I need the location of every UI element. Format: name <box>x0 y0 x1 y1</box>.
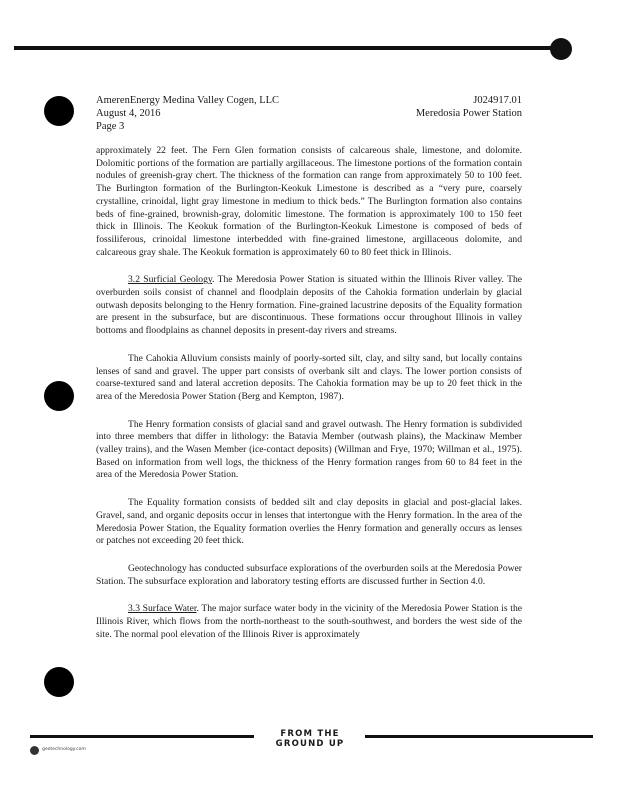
punch-hole-top <box>44 96 74 126</box>
footer-logo-icon <box>30 746 39 755</box>
paragraph-surficial-geology: 3.2 Surficial Geology. The Meredosia Power Station is situated within the Illinois River valley. The overburden soils consist of channel and floodplain deposits of the Cahokia formation underlain by glacial outwash deposits belonging to the Henry formation. Fine-grained lacustrine deposits of the Equality formation are present in the subsurface, but are discontinuous. These formations occur throughout Illinois in valley bottoms and floodplains as channel deposits in present-day rivers and streams. <box>96 274 522 337</box>
paragraph-henry: The Henry formation consists of glacial sand and gravel outwash. The Henry formation is subdivided into three members that differ in lithology: the Batavia Member (outwash plains), the Mackinaw Member (valley trains), and the Wasen Member (ice-contact deposits) (Willman and Frye, 1970; Willman et al., 1975). Based on information from well logs, the thickness of the Henry formation ranges from 60 to 84 feet in the area of the Meredosia Power Station. <box>96 418 522 481</box>
punch-hole-bottom <box>44 667 74 697</box>
company-logo-icon <box>550 38 572 60</box>
paragraph-geotechnology: Geotechnology has conducted subsurface explorations of the overburden soils at the Meredosia Power Station. The subsurface exploration and laboratory testing efforts are discussed further in Section 4.0. <box>96 562 522 587</box>
document-body <box>96 145 522 657</box>
page-number: Page 3 <box>96 121 125 132</box>
letter-header <box>96 94 522 133</box>
paragraph-bedrock: approximately 22 feet. The Fern Glen formation consists of calcareous shale, limestone, and dolomite. Dolomitic portions of the formation are partially argillaceous. The limestone portions of the formation contain nodules of greenish-gray chert. The thickness of the formation can range from approximately 50 to 100 feet. The Burlington formation of the Burlington-Keokuk Limestone is described as a “very pure, coarsely crystalline, crinoidal, light gray limestone in medium to thick beds.” The Burlington formation also contains beds of fine-grained, brownish-gray, dolomitic limestone. The formation is approximately 100 to 150 feet thick in Illinois. The Keokuk formation of the Burlington-Keokuk Limestone is composed of beds of fossiliferous, crinoidal limestone interbedded with fine-grained limestone, argillaceous dolomite, and calcareous gray shale. The Keokuk formation is approximately 60 to 80 feet thick in Illinois. <box>96 145 522 258</box>
header-rule <box>14 46 558 50</box>
section-heading-surficial-geology: 3.2 Surficial Geology <box>128 274 213 286</box>
paragraph-cahokia: The Cahokia Alluvium consists mainly of poorly-sorted silt, clay, and silty sand, but locally contains lenses of sand and gravel. The upper part consists of overbank silt and clays. The lower portion consists of coarse-textured sand and lateral accretion deposits. The Cahokia formation may be up to 20 feet thick in the area of the Meredosia Power Station (Berg and Kempton, 1987). <box>96 352 522 402</box>
footer-website: geotechnology.com <box>42 747 86 752</box>
footer-rule-right <box>365 735 593 738</box>
letter-date: August 4, 2016 <box>96 108 161 119</box>
company-name: AmerenEnergy Medina Valley Cogen, LLC <box>96 95 280 106</box>
site-name: Meredosia Power Station <box>415 108 522 119</box>
paragraph-equality: The Equality formation consists of bedded silt and clay deposits in glacial and post-glacial lakes. Gravel, sand, and organic deposits occur in lenses that intertongue with the Henry formation. In the area of the Meredosia Power Station, the Equality formation overlies the Henry formation and generally occurs as lenses or patches not exceeding 20 feet thick. <box>96 497 522 547</box>
punch-hole-middle <box>44 381 74 411</box>
footer-rule-left <box>30 735 254 738</box>
section-heading-surface-water: 3.3 Surface Water <box>128 603 197 615</box>
paragraph-surface-water: 3.3 Surface Water. The major surface water body in the vicinity of the Meredosia Power Station is the Illinois River, which flows from the north-northeast to the south-southwest, and borders the west side of the site. The normal pool elevation of the Illinois River is approximately <box>96 603 523 640</box>
footer-tagline: FROM THE GROUND UP <box>275 729 345 749</box>
project-number: J024917.01 <box>473 95 522 106</box>
